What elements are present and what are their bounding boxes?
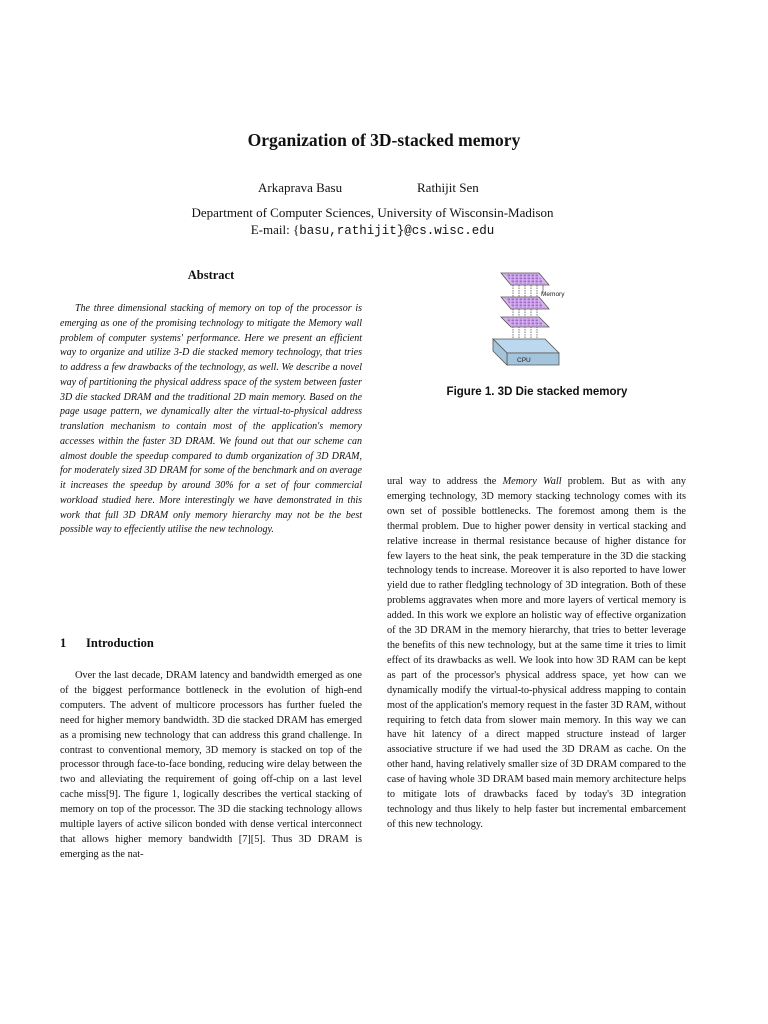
figure-caption: Figure 1. 3D Die stacked memory bbox=[446, 386, 628, 398]
introduction-body-left: Over the last decade, DRAM latency and bandwidth emerged as one of the biggest performance bottleneck in the evolution of high-end computers. The advent of multicore processors has further fueled the need for higher memory bandwidth. 3D die stacked DRAM has emerged as a promising new technology that can address this grand challenge. In contrast to conventional memory, 3D memory is stacked on top of the processor through face-to-face bonding, reducing wire delay between the two and alleviating the requirement of going off-chip on a last level cache miss[9]. The figure 1, logically describes the vertical stacking of memory on top of the processor. The 3D die stacking technology allows multiple layers of active silicon bonded with dense vertical interconnect that allows higher memory bandwidth [7][5]. Thus 3D DRAM is emerging as the nat- bbox=[60, 670, 362, 860]
email-open-brace: { bbox=[292, 222, 300, 237]
author-name: Rathijit Sen bbox=[417, 180, 479, 195]
email-address: basu,rathijit}@cs.wisc.edu bbox=[299, 224, 495, 238]
figure-3d-stack-diagram bbox=[487, 265, 575, 377]
memory-layer-top bbox=[501, 273, 549, 285]
intro-text-pre: ural way to address the bbox=[387, 476, 503, 487]
abstract-heading: Abstract bbox=[187, 268, 235, 282]
memory-layer-lower bbox=[501, 317, 549, 327]
cpu-label: CPU bbox=[517, 357, 531, 364]
intro-text-post: problem. But as with any emerging technology, 3D memory stacking technology comes with its own set of possible bottlenecks. The foremost among them is the thermal problem. Due to higher power density in vertical stacking and relative increase in thermal resistance because of higher distance for few layers to the heat sink, the peak temperature in the 3D die stacking technology tends to increase. Moreover it is also reported to have lower yield due to rather fledgling technology of 3D integration. Both of these problems aggravates when more and more layers of vertical memory is added. In this work we explore an holistic way of effective organization of the 3D DRAM in the memory hierarchy, that tries to better leverage the benefits of this new technology, but at the same time it tries to limit effect of its drawbacks as well. We look into how 3D RAM can be kept as part of the processor's physical address space, yet how can we dynamically modify the virtual-to-physical address mapping to contain most of the application's memory request in the faster 3D RAM, without requiring to fetch data from slower main memory. In this way we can have hit latency of a direct mapped structure instead of larger associative structure if we had used the 3D DRAM as cache. On the other hand, having relatively smaller size of 3D DRAM compared to the case of having whole 3D DRAM based main memory architecture helps to mitigate lots of drawbacks faced by today's 3D integration technology and thus likely to help faster but incremental embarcement of this new technology. bbox=[387, 476, 686, 830]
memory-layer-middle bbox=[501, 297, 549, 309]
intro-text-emphasis: Memory Wall bbox=[502, 476, 562, 487]
author-email bbox=[0, 222, 745, 238]
author-name: Arkaprava Basu bbox=[258, 180, 343, 195]
paper-title: Organization of 3D-stacked memory bbox=[247, 130, 521, 150]
section-title: Introduction bbox=[86, 636, 154, 650]
section-heading-introduction bbox=[60, 636, 154, 651]
abstract-body: The three dimensional stacking of memory on top of the processor is emerging as one of the promising technology to mitigate the Memory wall problem of computer systems' performance. Here we present an efficient way to organize and utilize 3-D die stacked memory technology, that tries to address a few drawbacks of the technology, as well. We describe a novel way of partitioning the physical address space of the system between faster 3D die stacked DRAM and the traditional 2D main memory. Based on the page usage pattern, we dynamically alter the virtual-to-physical address translation mechanism to contain most of the application's memory accesses within the faster 3D DRAM. We found out that our scheme can almost double the speedup compared to dumb organization of 3D DRAM, for moderately sized 3D DRAM for some of the benchmark and on average it increases the speedup by around 30% for a set of four commercial workload studied here. More interestingly we have demonstrated in this work that full 3D DRAM only memory hierarchy may not be the best possible way to effeciently utilise the new technology. bbox=[60, 303, 362, 536]
author-affiliation: Department of Computer Sciences, University of Wisconsin-Madison bbox=[191, 205, 554, 220]
section-number: 1 bbox=[60, 636, 67, 650]
introduction-body-right bbox=[387, 475, 686, 833]
memory-label: Memory bbox=[541, 291, 565, 298]
email-prefix: E-mail: bbox=[250, 222, 293, 237]
